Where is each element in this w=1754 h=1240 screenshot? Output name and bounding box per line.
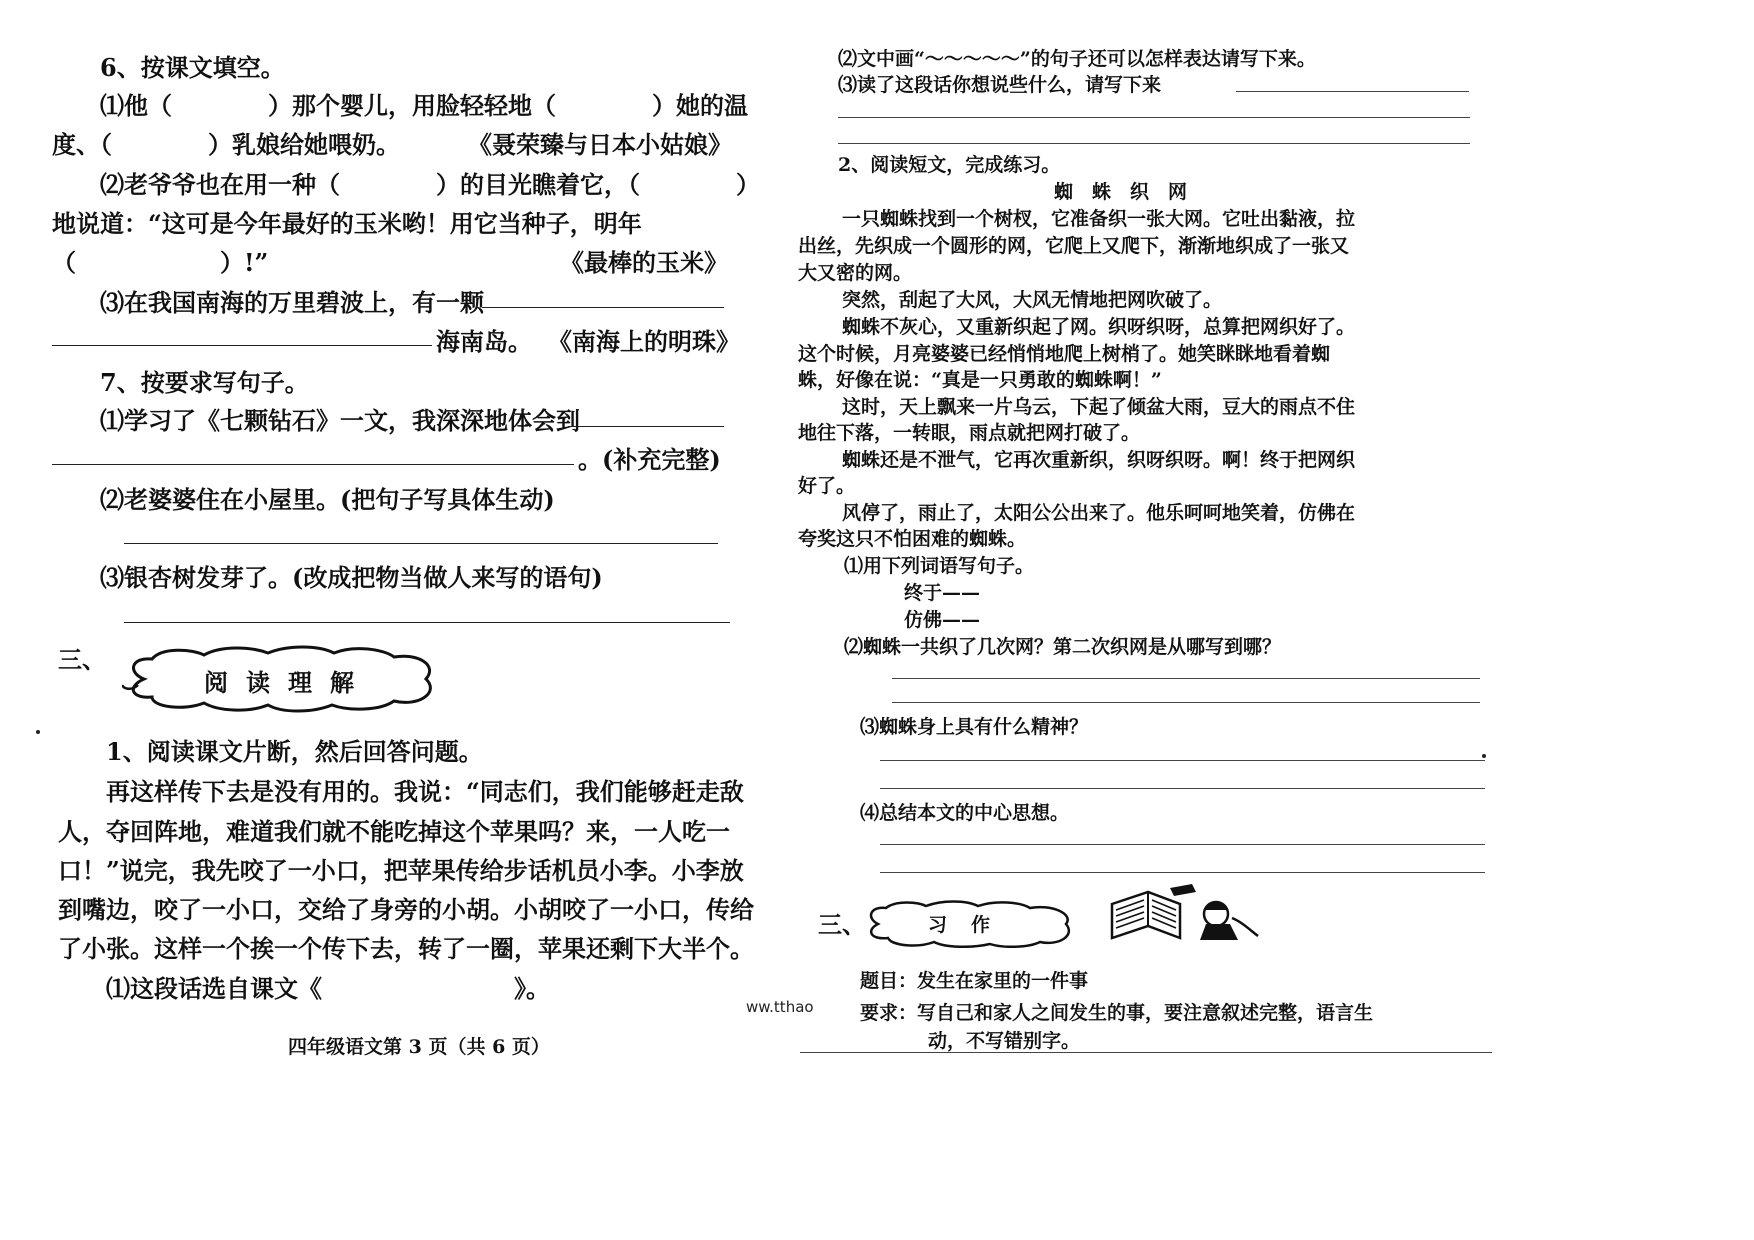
section-3-title: 阅读理解 <box>204 668 372 697</box>
story-line: 出丝，先织成一个圆形的网，它爬上又爬下，渐渐地织成了一张又 <box>798 235 1350 257</box>
story-line: 蜘蛛还是不泄气，它再次重新织，织呀织呀。啊！终于把网织 <box>842 449 1356 471</box>
q6-3-source: 《南海上的明珠》 <box>548 327 740 356</box>
q7-1-line-b: 。(补充完整) <box>578 445 721 474</box>
answer-line[interactable] <box>892 678 1480 679</box>
reading-comprehension-banner <box>122 645 444 713</box>
answer-line[interactable] <box>482 307 724 308</box>
q7-heading: 7、按要求写句子。 <box>100 368 309 397</box>
answer-line[interactable] <box>880 844 1485 845</box>
q6-heading: 6、按课文填空。 <box>100 53 285 82</box>
reading-2-heading: 2、阅读短文，完成练习。 <box>838 154 1061 176</box>
answer-line[interactable] <box>52 345 432 346</box>
composition-requirement: 动，不写错别字。 <box>928 1030 1081 1052</box>
story-line: 这时，天上飘来一片乌云，下起了倾盆大雨，豆大的雨点不住 <box>842 396 1356 418</box>
answer-line[interactable] <box>1236 91 1469 92</box>
scan-speck <box>36 730 40 734</box>
story-line: 地往下落，一转眼，雨点就把网打破了。 <box>798 422 1141 444</box>
section-3-number: 三、 <box>58 645 106 674</box>
answer-line[interactable] <box>52 464 574 465</box>
story-line: 夸奖这只不怕困难的蜘蛛。 <box>798 528 1027 550</box>
sub-question-3: ⑶蜘蛛身上具有什么精神？ <box>860 716 1089 738</box>
story-line: 突然，刮起了大风，大风无情地把网吹破了。 <box>842 289 1223 311</box>
story-title: 蜘 蛛 织 网 <box>1054 181 1188 203</box>
answer-line[interactable] <box>880 872 1485 873</box>
answer-line[interactable] <box>124 543 718 544</box>
sub-question-1: ⑴用下列词语写句子。 <box>844 555 1035 577</box>
left-page <box>0 0 860 1240</box>
q6-2-line-a: ⑵老爷爷也在用一种（ ）的目光瞧着它，（ ） <box>100 170 760 199</box>
q6-1-line-b: 度、（ ）乳娘给她喂奶。 <box>52 130 400 159</box>
story-line: 蜘蛛不灰心，又重新织起了网。织呀织呀，总算把网织好了。 <box>842 316 1356 338</box>
story-line: 好了。 <box>798 475 856 497</box>
watermark: ww.tthao <box>746 998 814 1016</box>
q6-3-line-a: ⑶在我国南海的万里碧波上，有一颗 <box>100 288 484 317</box>
answer-line[interactable] <box>880 760 1485 761</box>
composition-banner <box>862 900 1084 948</box>
reading-1-para-line: 人，夺回阵地，难道我们就不能吃掉这个苹果吗？来，一人吃一 <box>58 817 730 846</box>
section-3-number: 三、 <box>818 910 866 939</box>
answer-line[interactable] <box>880 788 1485 789</box>
q6-2-source: 《最棒的玉米》 <box>560 248 728 277</box>
answer-line[interactable] <box>124 622 730 623</box>
q6-2-line-b: 地说道：“这可是今年最好的玉米哟！用它当种子，明年 <box>52 209 642 238</box>
sub-question-4: ⑷总结本文的中心思想。 <box>860 802 1070 824</box>
reading-1-para-line: 了小张。这样一个挨一个传下去，转了一圈，苹果还剩下大半个。 <box>58 934 754 963</box>
story-line: 蛛，好像在说：“真是一只勇敢的蜘蛛啊！” <box>798 369 1162 391</box>
reading-1-question-1: ⑴这段话选自课文《 》。 <box>106 974 550 1003</box>
q6-2-line-c: （ ）!” <box>52 248 269 277</box>
page-footer: 四年级语文第 3 页（共 6 页） <box>288 1036 550 1058</box>
word-1: 终于—— <box>904 582 981 604</box>
right-page <box>798 0 1754 1240</box>
question-2: ⑵文中画“～～～～～”的句子还可以怎样表达请写下来。 <box>838 48 1316 70</box>
q7-2: ⑵老婆婆住在小屋里。(把句子写具体生动) <box>100 485 555 514</box>
story-line: 一只蜘蛛找到一个树杈，它准备织一张大网。它吐出黏液，拉 <box>842 208 1356 230</box>
writing-illustration <box>1108 884 1264 948</box>
q7-1-line-a: ⑴学习了《七颗钻石》一文，我深深地体会到 <box>100 406 580 435</box>
answer-line[interactable] <box>838 143 1470 144</box>
section-3-title: 习作 <box>928 914 1015 936</box>
page-bottom-rule <box>800 1052 1492 1053</box>
composition-requirement: 要求：写自己和家人之间发生的事，要注意叙述完整，语言生 <box>860 1002 1374 1024</box>
reading-1-para-line: 口！”说完，我先咬了一小口，把苹果传给步话机员小李。小李放 <box>58 856 744 885</box>
q7-3: ⑶银杏树发芽了。(改成把物当做人来写的语句) <box>100 563 603 592</box>
question-3: ⑶读了这段话你想说些什么，请写下来 <box>838 74 1162 96</box>
story-line: 风停了，雨止了，太阳公公出来了。他乐呵呵地笑着，仿佛在 <box>842 502 1356 524</box>
answer-line[interactable] <box>838 117 1470 118</box>
q6-3-line-b: 海南岛。 <box>436 327 532 356</box>
story-line: 大又密的网。 <box>798 262 913 284</box>
reading-1-para-line: 再这样传下去是没有用的。我说：“同志们，我们能够赶走敌 <box>106 777 744 806</box>
q6-1-line-a: ⑴他（ ）那个婴儿，用脸轻轻地（ ）她的温 <box>100 91 748 120</box>
scan-speck <box>1482 754 1486 758</box>
reading-1-heading: 1、阅读课文片断，然后回答问题。 <box>106 737 483 766</box>
answer-line[interactable] <box>892 702 1480 703</box>
reading-1-para-line: 到嘴边，咬了一小口，交给了身旁的小胡。小胡咬了一小口，传给 <box>58 895 754 924</box>
composition-topic: 题目：发生在家里的一件事 <box>860 970 1089 992</box>
q6-1-source: 《聂荣臻与日本小姑娘》 <box>468 130 732 159</box>
answer-line[interactable] <box>568 426 724 427</box>
word-2: 仿佛—— <box>904 609 981 631</box>
sub-question-2: ⑵蜘蛛一共织了几次网？第二次织网是从哪写到哪？ <box>844 636 1282 658</box>
story-line: 这个时候，月亮婆婆已经悄悄地爬上树梢了。她笑眯眯地看着蜘 <box>798 343 1331 365</box>
